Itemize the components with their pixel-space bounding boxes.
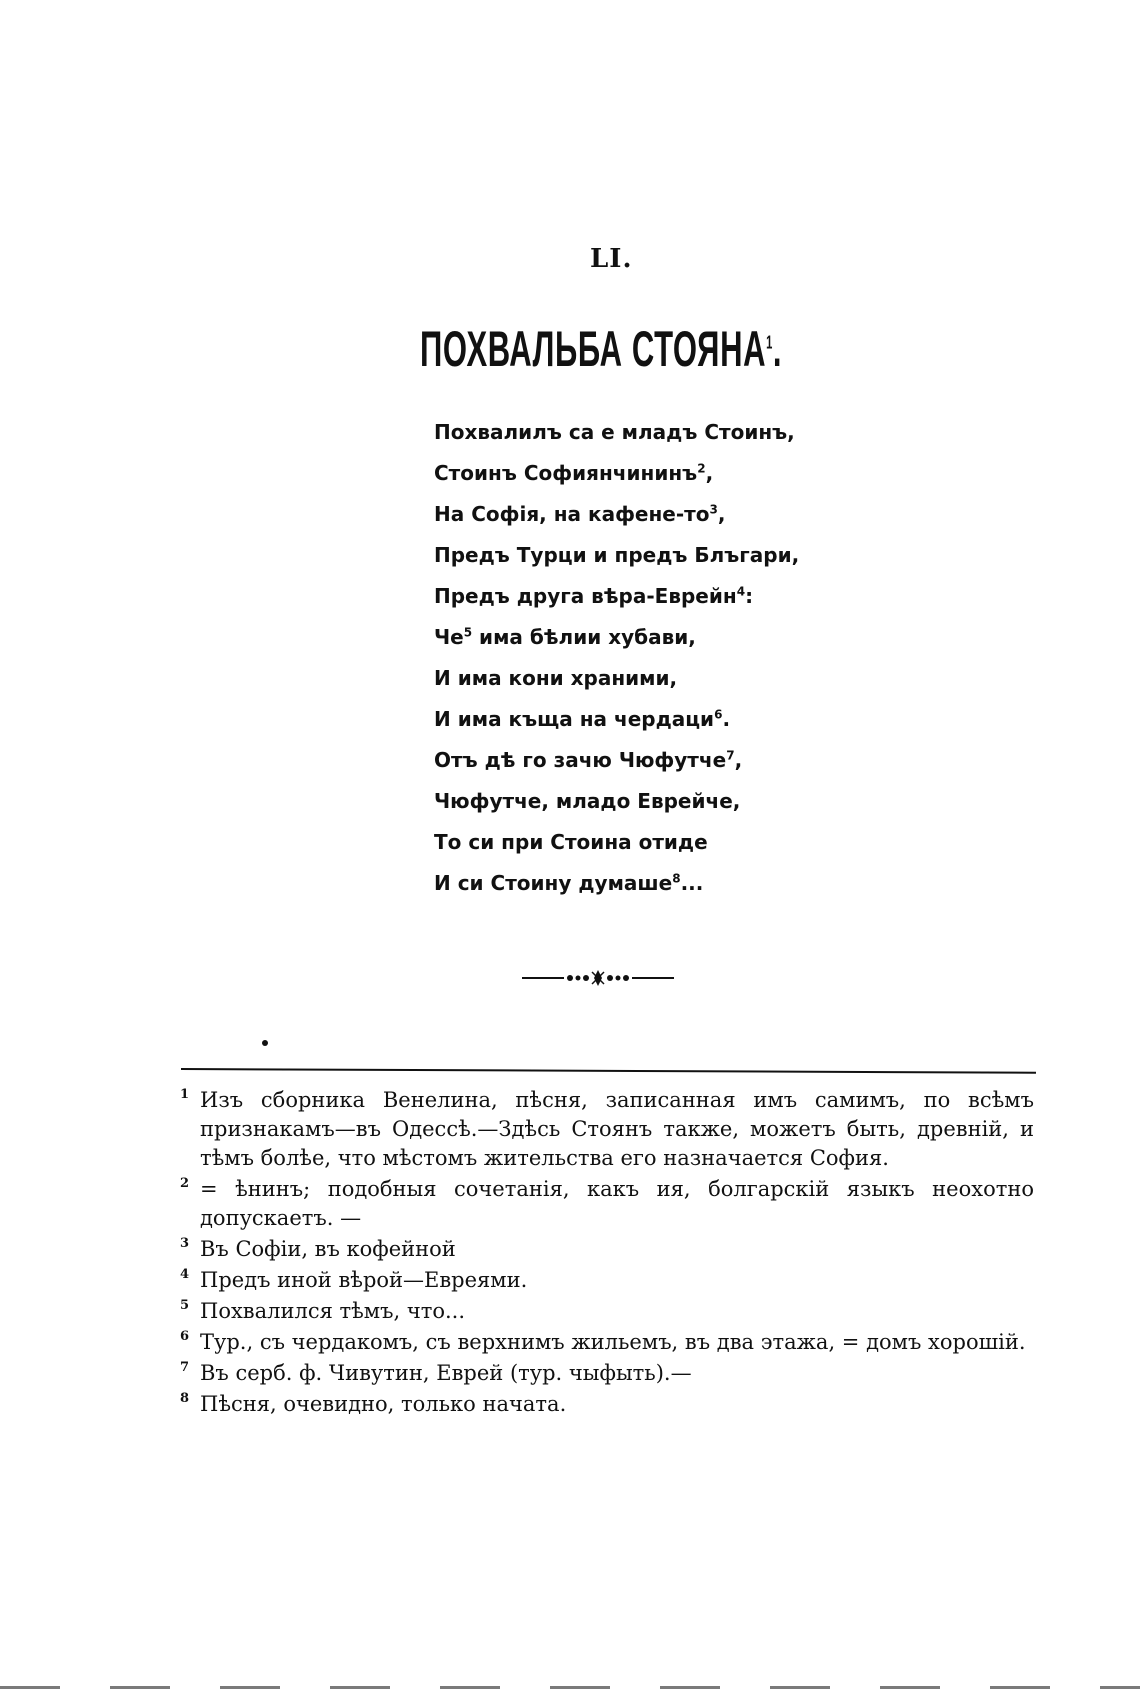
footnote: 8 Пѣсня, очевидно, только начата.	[180, 1391, 567, 1416]
scan-edge-artifacts	[0, 1686, 1140, 1689]
verse-line: И си Стоину думаше$^8$...	[434, 871, 704, 895]
verse-line: $Че^5$ има бѣлии хубави,	[434, 625, 696, 649]
verse-line: Предъ Турци и предъ Блъгари,	[434, 543, 800, 567]
verse-line: Стоинъ Софиянчининъ$^2$,	[434, 461, 714, 485]
verse-line: Похвалилъ са е младъ Стоинъ,	[434, 420, 795, 444]
page-number: LI.	[590, 244, 633, 274]
song-title-text: ПОХВАЛЬБА СТОЯНА	[420, 321, 767, 377]
footnote: 3 Въ Софіи, въ кофейной	[180, 1236, 456, 1261]
footnote: 4 Предъ иной вѣрой—Евреями.	[180, 1267, 528, 1292]
stray-dot	[262, 1040, 268, 1046]
verse	[434, 412, 799, 904]
verse-line: То си при Стоина отиде	[434, 830, 708, 854]
footnote: 7 Въ серб. ф. Чивутин, Еврей (тур. чыфыть).—	[180, 1360, 692, 1385]
verse-line: И има къща на чердаци$^6$.	[434, 707, 731, 731]
ornament-divider-icon	[522, 968, 674, 988]
verse-line: Предъ друга вѣра-Еврейн$^4$:	[434, 584, 754, 608]
title-footnote-ref: 1	[766, 332, 773, 353]
song-title: ПОХВАЛЬБА СТОЯНА$^1$.	[420, 321, 783, 377]
verse-line: Отъ дѣ го зачю Чюфутче$^7$,	[434, 748, 743, 772]
footnote: 6 Тур., съ чердакомъ, съ верхнимъ жильемъ, въ два этажа, = домъ хорошій.	[180, 1329, 1026, 1354]
verse-line: И има кони храними,	[434, 666, 678, 690]
footnotes	[180, 1086, 1034, 1421]
footnote-separator-rule	[181, 1068, 1036, 1074]
footnote: 5 Похвалился тѣмъ, что...	[180, 1298, 466, 1323]
verse-line: Чюфутче, младо Еврейче,	[434, 789, 741, 813]
footnote: 2 = ѣнинъ; подобныя сочетанія, какъ ия, болгарскій языкъ неохотно допускаетъ. —	[180, 1176, 1034, 1230]
footnote: 1 Изъ сборника Венелина, пѣсня, записанная имъ самимъ, по всѣмъ признакамъ—въ Одессѣ.—Здѣсь Стоянъ также, можетъ быть, древній, и тѣмъ болѣе, что мѣстомъ жительства его назначается София.	[180, 1087, 1034, 1170]
verse-line: На Софiя, на кафене-$то^3$,	[434, 502, 726, 526]
